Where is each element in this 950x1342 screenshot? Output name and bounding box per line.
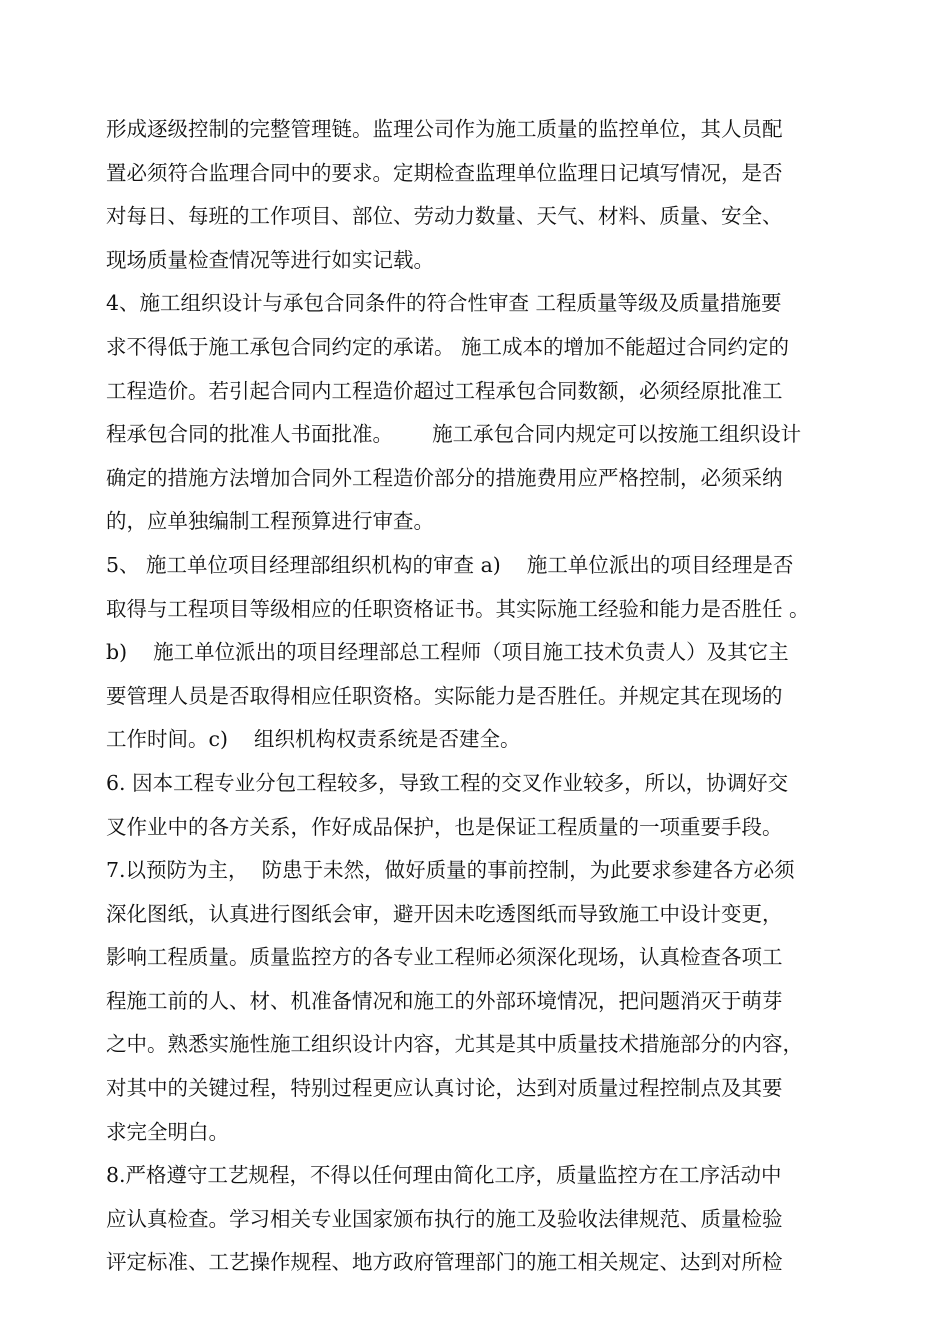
- text-line: 4、施工组织设计与承包合同条件的符合性审查 工程质量等级及质量措施要: [106, 291, 782, 316]
- text-line: 评定标准、工艺操作规程、地方政府管理部门的施工相关规定、达到对所检: [106, 1250, 783, 1275]
- text-line: 深化图纸，认真进行图纸会审，避开因未吃透图纸而导致施工中设计变更，: [106, 901, 783, 926]
- text-line: 工程造价。若引起合同内工程造价超过工程承包合同数额，必须经原批准工: [106, 378, 783, 403]
- text-line: 应认真检查。学习相关专业国家颁布执行的施工及验收法律规范、质量检验: [106, 1206, 783, 1231]
- text-line: 程承包合同的批准人书面批准。 施工承包合同内规定可以按施工组织设计: [106, 422, 802, 447]
- text-line: 对其中的关键过程，特别过程更应认真讨论，达到对质量过程控制点及其要: [106, 1076, 783, 1101]
- text-line: 确定的措施方法增加合同外工程造价部分的措施费用应严格控制，必须采纳: [106, 465, 783, 490]
- text-line: 的，应单独编制工程预算进行审查。: [106, 509, 434, 534]
- document-body: [106, 108, 866, 1285]
- text-line: 现场质量检查情况等进行如实记载。: [106, 247, 434, 272]
- text-line: 叉作业中的各方关系，作好成品保护，也是保证工程质量的一项重要手段。: [106, 814, 783, 839]
- text-line: 要管理人员是否取得相应任职资格。实际能力是否胜任。并规定其在现场的: [106, 683, 783, 708]
- text-line: 对每日、每班的工作项目、部位、劳动力数量、天气、材料、质量、安全、: [106, 204, 783, 229]
- text-line: 取得与工程项目等级相应的任职资格证书。其实际施工经验和能力是否胜任 。: [106, 596, 810, 621]
- text-line: 7.以预防为主， 防患于未然，做好质量的事前控制，为此要求参建各方必须: [106, 858, 795, 883]
- text-line: 工作时间。c) 组织机构权责系统是否建全。: [106, 727, 521, 752]
- text-line: 6. 因本工程专业分包工程较多，导致工程的交叉作业较多，所以，协调好交: [106, 770, 789, 795]
- text-line: 之中。熟悉实施性施工组织设计内容，尤其是其中质量技术措施部分的内容，: [106, 1032, 803, 1057]
- text-line: 5、 施工单位项目经理部组织机构的审查 a) 施工单位派出的项目经理是否: [106, 552, 794, 577]
- text-line: 置必须符合监理合同中的要求。定期检查监理单位监理日记填写情况，是否: [106, 160, 783, 185]
- text-line: 8.严格遵守工艺规程，不得以任何理由简化工序，质量监控方在工序活动中: [106, 1163, 782, 1188]
- text-line: 程施工前的人、材、机准备情况和施工的外部环境情况，把问题消灭于萌芽: [106, 988, 783, 1013]
- text-line: 影响工程质量。质量监控方的各专业工程师必须深化现场，认真检查各项工: [106, 945, 783, 970]
- text-line: 形成逐级控制的完整管理链。监理公司作为施工质量的监控单位，其人员配: [106, 117, 783, 141]
- text-line: b) 施工单位派出的项目经理部总工程师（项目施工技术负责人）及其它主: [106, 640, 789, 665]
- text-line: 求不得低于施工承包合同约定的承诺。 施工成本的增加不能超过合同约定的: [106, 334, 790, 359]
- text-line: 求完全明白。: [106, 1119, 229, 1144]
